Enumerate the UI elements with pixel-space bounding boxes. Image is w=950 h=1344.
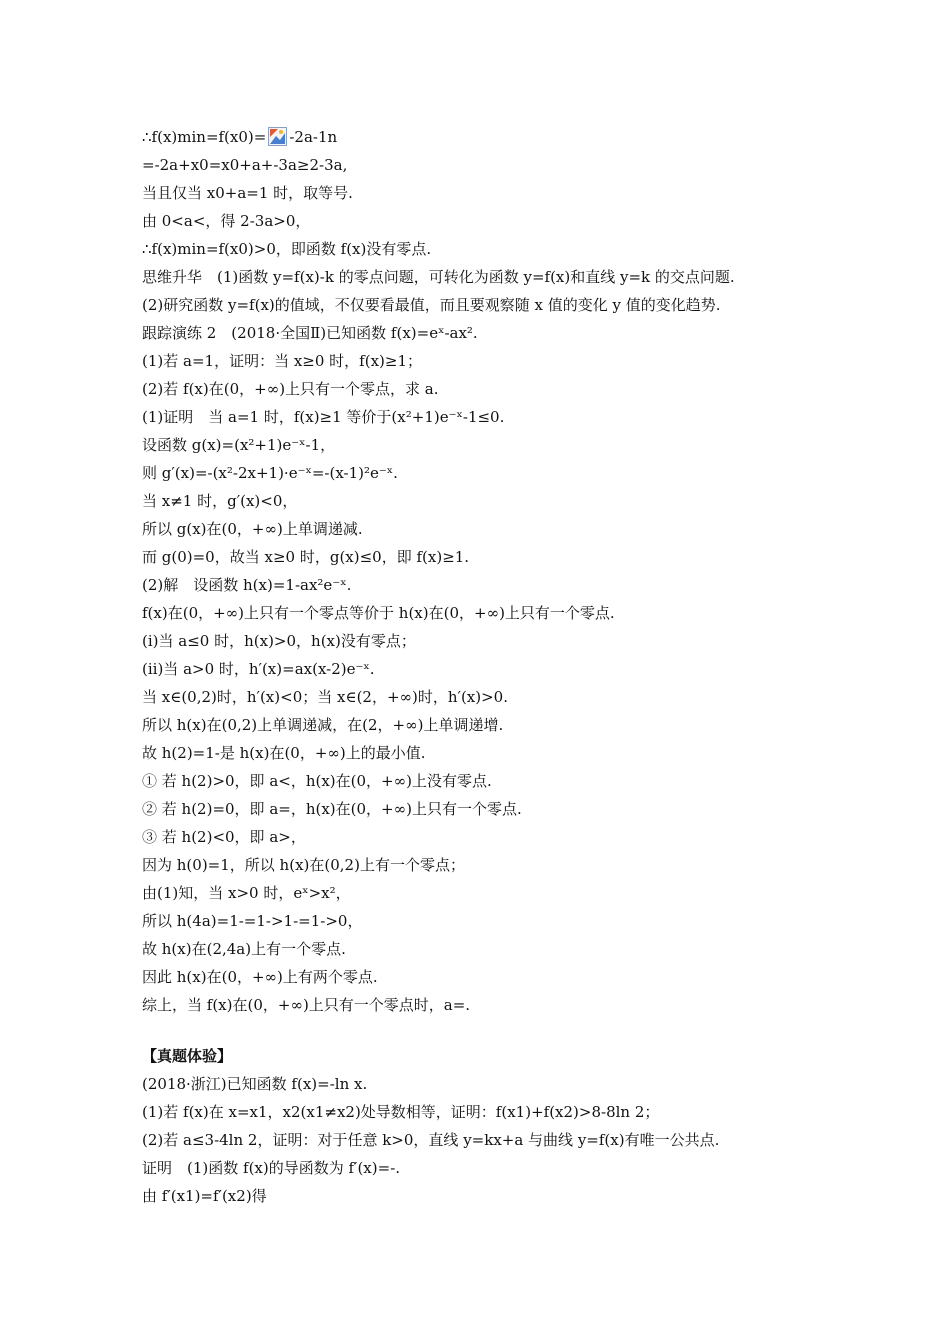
text-line: 而 g(0)=0，故当 x≥0 时，g(x)≤0，即 f(x)≥1. [142, 548, 470, 566]
text-line: (ⅱ)当 a>0 时，h′(x)=ax(x-2)e⁻ˣ. [142, 660, 375, 678]
text-line: (1)证明 当 a=1 时，f(x)≥1 等价于(x²+1)e⁻ˣ-1≤0. [142, 408, 505, 426]
text-line: 证明 (1)函数 f(x)的导函数为 f′(x)=-. [142, 1159, 401, 1177]
text-line: (2)若 a≤3-4ln 2，证明：对于任意 k>0，直线 y=kx+a 与曲线 y=f(x)有唯一公共点. [142, 1131, 720, 1149]
text-line: ∴f(x)min=f(x0)>0，即函数 f(x)没有零点. [142, 240, 432, 258]
text-line: (2)若 f(x)在(0，+∞)上只有一个零点，求 a. [142, 380, 439, 398]
text-line: 综上，当 f(x)在(0，+∞)上只有一个零点时，a=. [142, 996, 471, 1014]
text-line: 当且仅当 x0+a=1 时，取等号. [142, 184, 353, 202]
text-line: 故 h(2)=1-是 h(x)在(0，+∞)上的最小值. [142, 744, 426, 762]
text-line: 设函数 g(x)=(x²+1)e⁻ˣ-1， [142, 436, 336, 454]
text-line: 由(1)知，当 x>0 时，eˣ>x²， [142, 884, 351, 902]
text-line: 所以 h(4a)=1-=1->1-=1->0， [142, 912, 363, 930]
text-line: 由 f′(x1)=f′(x2)得 [142, 1187, 267, 1205]
text-line: 则 g′(x)=-(x²-2x+1)·e⁻ˣ=-(x-1)²e⁻ˣ. [142, 464, 398, 482]
text-line: ① 若 h(2)>0，即 a<，h(x)在(0，+∞)上没有零点. [142, 772, 492, 790]
text-line: (2018·浙江)已知函数 f(x)=-ln x. [142, 1075, 368, 1093]
text-line: ∴f(x)min=f(x0)= -2a-1n [142, 128, 338, 146]
text-line: ② 若 h(2)=0，即 a=，h(x)在(0，+∞)上只有一个零点. [142, 800, 522, 818]
text-line: 因此 h(x)在(0，+∞)上有两个零点. [142, 968, 378, 986]
text-line: 所以 h(x)在(0,2)上单调递减，在(2，+∞)上单调递增. [142, 716, 504, 734]
text-line: 所以 g(x)在(0，+∞)上单调递减. [142, 520, 363, 538]
text-line: f(x)在(0，+∞)上只有一个零点等价于 h(x)在(0，+∞)上只有一个零点. [142, 604, 615, 622]
text-line: 思维升华 (1)函数 y=f(x)-k 的零点问题，可转化为函数 y=f(x)和直线 y=k 的交点问题. [142, 268, 735, 286]
text-line: 故 h(x)在(2,4a)上有一个零点. [142, 940, 346, 958]
text-line: (1)若 f(x)在 x=x1，x2(x1≠x2)处导数相等，证明：f(x1)+f(x2)>8-8ln 2； [142, 1103, 660, 1121]
text-line: 当 x≠1 时，g′(x)<0， [142, 492, 298, 510]
text-line: (2)解 设函数 h(x)=1-ax²e⁻ˣ. [142, 576, 352, 594]
text-line: (2)研究函数 y=f(x)的值域，不仅要看最值，而且要观察随 x 值的变化 y 值的变化趋势. [142, 296, 721, 314]
text-line: 当 x∈(0,2)时，h′(x)<0；当 x∈(2，+∞)时，h′(x)>0. [142, 688, 508, 706]
text-line: (1)若 a=1，证明：当 x≥0 时，f(x)≥1； [142, 352, 423, 370]
text-line: ③ 若 h(2)<0，即 a>， [142, 828, 306, 846]
text-line: 跟踪演练 2 (2018·全国Ⅱ)已知函数 f(x)=eˣ-ax². [142, 324, 478, 342]
text-line: 由 0<a<，得 2-3a>0， [142, 212, 311, 230]
text-line: 因为 h(0)=1，所以 h(x)在(0,2)上有一个零点； [142, 856, 465, 874]
text-line: (ⅰ)当 a≤0 时，h(x)>0，h(x)没有零点； [142, 632, 416, 650]
broken-image-icon [268, 127, 287, 146]
text-line: =-2a+x0=x0+a+-3a≥2-3a, [142, 156, 348, 174]
section-heading: 【真题体验】 [142, 1047, 233, 1065]
